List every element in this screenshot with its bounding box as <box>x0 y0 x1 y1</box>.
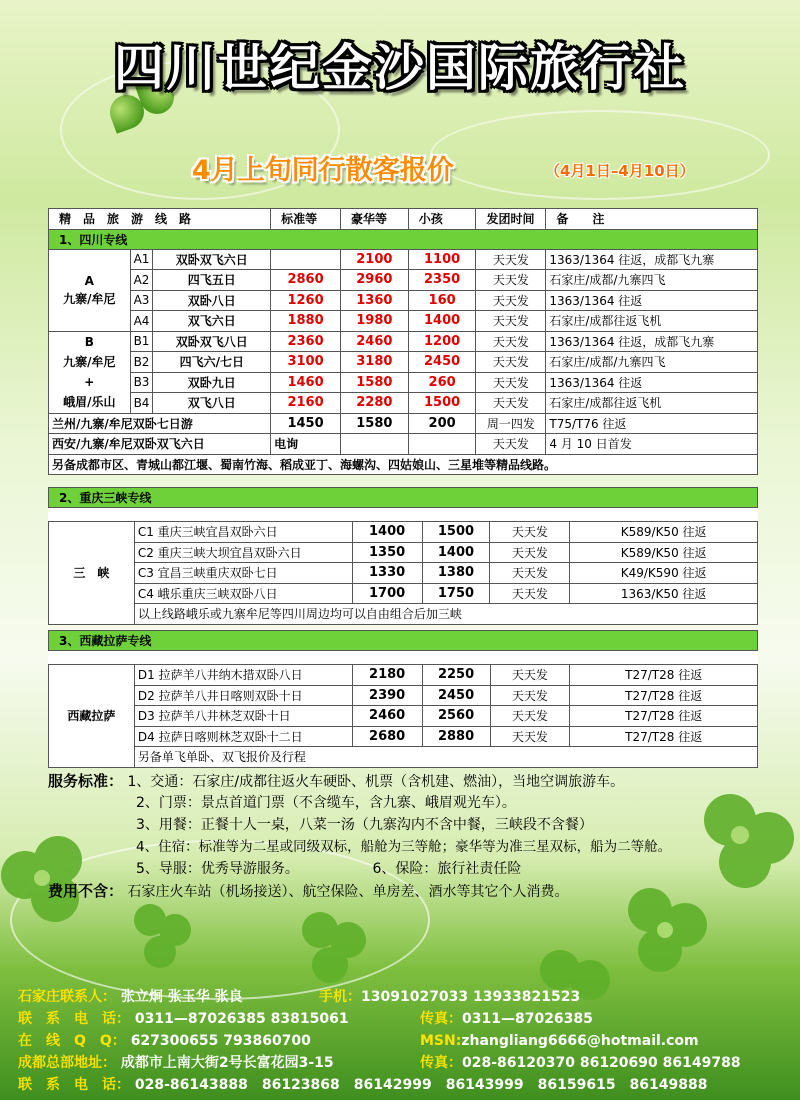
route-name: D4 拉萨日喀则林芝双卧十二日 <box>134 726 352 747</box>
price-standard: 1330 <box>352 563 422 584</box>
route-code: A1 <box>130 249 153 270</box>
price-luxury: 2560 <box>422 706 490 727</box>
contact-row <box>18 1074 793 1096</box>
price-luxury: 1500 <box>422 522 490 543</box>
price-luxury: 2450 <box>422 685 490 706</box>
price-standard: 2360 <box>271 331 341 352</box>
table-row <box>49 372 758 393</box>
remark: K589/K50 往返 <box>570 542 758 563</box>
route-name: 四飞五日 <box>153 270 271 291</box>
service-label: 服务标准： <box>48 772 124 790</box>
remark: 1363/1364 往返，成都飞九寨 <box>546 331 758 352</box>
price-standard: 2860 <box>271 270 341 291</box>
price-child: 1400 <box>408 311 476 332</box>
remark: 石家庄/成都/九寨四飞 <box>546 352 758 373</box>
table-row <box>49 434 758 455</box>
table-row <box>49 726 758 747</box>
tel-number: 028-86143888 86123868 86142999 86143999 86159615 86149888 <box>134 1077 708 1093</box>
table-row <box>49 522 758 543</box>
price-luxury: 3180 <box>340 352 408 373</box>
price-standard: 2180 <box>352 665 422 686</box>
table-row <box>49 270 758 291</box>
price-standard: 2680 <box>352 726 422 747</box>
departure: 天天发 <box>476 372 546 393</box>
price-child: 1200 <box>408 331 476 352</box>
combination-note: 以上线路峨乐或九寨牟尼等四川周边均可以自由组合后加三峡 <box>134 604 757 625</box>
route-name: 双飞六日 <box>153 311 271 332</box>
price-luxury: 2250 <box>422 665 490 686</box>
route-code: A4 <box>130 311 153 332</box>
departure: 天天发 <box>490 706 570 727</box>
table-row <box>49 249 758 270</box>
contact-info <box>18 986 793 1096</box>
msn-label: MSN: <box>420 1033 462 1049</box>
remark: T75/T76 往返 <box>546 413 758 434</box>
contact-row <box>18 1052 793 1074</box>
table-row <box>49 331 758 352</box>
remark: 1363/1364 往返 <box>546 372 758 393</box>
price-luxury: 2960 <box>340 270 408 291</box>
price-standard: 2460 <box>352 706 422 727</box>
route-name: D1 拉萨羊八井纳木措双卧八日 <box>134 665 352 686</box>
contact-label: 石家庄联系人： <box>18 989 116 1005</box>
price-luxury: 2280 <box>340 393 408 414</box>
price-luxury: 1580 <box>340 372 408 393</box>
qq-number: 627300655 793860700 <box>130 1033 311 1049</box>
fax-number: 028-86120370 86120690 86149788 <box>462 1055 741 1071</box>
section-header <box>49 229 758 249</box>
service-item <box>48 858 798 880</box>
route-group-label: 西藏拉萨 <box>49 665 135 768</box>
price-luxury <box>340 434 408 455</box>
route-code: A2 <box>130 270 153 291</box>
price-standard: 3100 <box>271 352 341 373</box>
table-row <box>49 413 758 434</box>
qq-label: 在 线 Q Q： <box>18 1033 126 1049</box>
price-luxury: 1980 <box>340 311 408 332</box>
price-standard: 1400 <box>352 522 422 543</box>
route-name: 双卧九日 <box>153 372 271 393</box>
table-row <box>49 685 758 706</box>
header-standard: 标准等 <box>271 209 341 230</box>
quote-date-range: （4月1日–4月10日） <box>545 162 695 180</box>
departure: 天天发 <box>476 311 546 332</box>
price-child: 1100 <box>408 249 476 270</box>
route-name: C3 宜昌三峡重庆双卧七日 <box>134 563 352 584</box>
price-standard: 1350 <box>352 542 422 563</box>
decor-swirl <box>430 110 770 200</box>
table-row <box>49 311 758 332</box>
price-luxury: 2880 <box>422 726 490 747</box>
table-row <box>49 393 758 414</box>
fax <box>420 1008 593 1030</box>
departure: 天天发 <box>476 290 546 311</box>
departure: 天天发 <box>490 583 570 604</box>
price-standard: 电询 <box>271 434 341 455</box>
remark: T27/T28 往返 <box>570 665 758 686</box>
departure: 天天发 <box>490 726 570 747</box>
contact-names: 张立炯 张玉华 张良 <box>120 989 243 1005</box>
remark: T27/T28 往返 <box>570 685 758 706</box>
route-name: 四飞六/七日 <box>153 352 271 373</box>
departure: 天天发 <box>476 393 546 414</box>
section-title: 3、西藏拉萨专线 <box>49 631 758 651</box>
table-row <box>49 542 758 563</box>
section-header <box>49 631 758 651</box>
header-remarks: 备 注 <box>546 209 758 230</box>
quote-title: 4月上旬同行散客报价 <box>192 155 454 186</box>
remark: 1363/K50 往返 <box>570 583 758 604</box>
departure: 天天发 <box>490 542 570 563</box>
departure: 天天发 <box>476 249 546 270</box>
fax-number: 0311—87026385 <box>462 1011 593 1027</box>
service-transport: 1、交通：石家庄/成都往返火车硬卧、机票（含机建、燃油），当地空调旅游车。 <box>127 774 625 790</box>
tel-label: 联 系 电 话： <box>18 1011 130 1027</box>
service-insurance: 6、保险：旅行社责任险 <box>372 861 522 877</box>
route-name: 双飞八日 <box>153 393 271 414</box>
fax-label: 传真： <box>420 1055 462 1071</box>
tibet-price-table <box>48 630 758 768</box>
remark: 4 月 10 日首发 <box>546 434 758 455</box>
section-spacer <box>49 508 758 522</box>
route-name: C1 重庆三峡宜昌双卧六日 <box>134 522 352 543</box>
route-code: B4 <box>130 393 153 414</box>
price-standard: 1700 <box>352 583 422 604</box>
table-row <box>49 563 758 584</box>
price-luxury: 1360 <box>340 290 408 311</box>
remark: 石家庄/成都/九寨四飞 <box>546 270 758 291</box>
price-luxury: 1380 <box>422 563 490 584</box>
route-name: 西安/九寨/牟尼双卧双飞六日 <box>49 434 271 455</box>
price-child: 2350 <box>408 270 476 291</box>
price-luxury: 1400 <box>422 542 490 563</box>
price-luxury: 1750 <box>422 583 490 604</box>
price-standard: 1450 <box>271 413 341 434</box>
route-name: 双卧双飞八日 <box>153 331 271 352</box>
table-row <box>49 352 758 373</box>
price-standard: 2160 <box>271 393 341 414</box>
chengdu-fax <box>420 1052 741 1074</box>
service-item: 3、用餐：正餐十人一桌，八菜一汤（九寨沟内不含中餐，三峡段不含餐） <box>136 817 593 833</box>
header-route: 精 品 旅 游 线 路 <box>49 209 271 230</box>
section-title: 2、重庆三峡专线 <box>49 488 758 508</box>
route-name: 兰州/九寨/牟尼双卧七日游 <box>49 413 271 434</box>
section-header <box>49 488 758 508</box>
departure: 天天发 <box>490 522 570 543</box>
sichuan-price-table <box>48 208 758 475</box>
price-child: 1500 <box>408 393 476 414</box>
departure: 天天发 <box>490 563 570 584</box>
mobile-number: 13091027033 13933821523 <box>361 989 581 1005</box>
price-standard: 1460 <box>271 372 341 393</box>
route-name: D3 拉萨羊八井林芝双卧十日 <box>134 706 352 727</box>
contact-row <box>18 986 793 1008</box>
price-child: 260 <box>408 372 476 393</box>
price-child: 160 <box>408 290 476 311</box>
price-luxury: 1580 <box>340 413 408 434</box>
page-title: 四川世纪金沙国际旅行社 <box>114 39 686 97</box>
route-code: B1 <box>130 331 153 352</box>
table-row <box>49 665 758 686</box>
table-row <box>49 583 758 604</box>
remark: 1363/1364 往返 <box>546 290 758 311</box>
remark: K589/K50 往返 <box>570 522 758 543</box>
header-departure: 发团时间 <box>476 209 546 230</box>
price-standard: 1260 <box>271 290 341 311</box>
header-child: 小孩 <box>408 209 476 230</box>
departure: 天天发 <box>490 685 570 706</box>
table-row <box>49 706 758 727</box>
route-code: A3 <box>130 290 153 311</box>
table-row <box>49 290 758 311</box>
header-luxury: 豪华等 <box>340 209 408 230</box>
price-child: 2450 <box>408 352 476 373</box>
remark: 石家庄/成都往返飞机 <box>546 311 758 332</box>
extra-routes-note: 另备成都市区、青城山都江堰、蜀南竹海、稻成亚丁、海螺沟、四姑娘山、三星堆等精品线路。 <box>49 454 758 475</box>
service-item: 4、住宿：标准等为二星或同级双标，船舱为三等舱；豪华等为准三星双标，船为二等舱。 <box>136 839 672 855</box>
departure: 天天发 <box>476 352 546 373</box>
mobile <box>319 986 580 1008</box>
route-group-label: B 九寨/牟尼 + 峨眉/乐山 <box>49 331 131 413</box>
tibet-extra-note: 另备单飞单卧、双飞报价及行程 <box>134 747 757 768</box>
service-item <box>48 770 798 792</box>
route-name: C2 重庆三峡大坝宜昌双卧六日 <box>134 542 352 563</box>
exclusions-label: 费用不含： <box>48 882 124 900</box>
table-row <box>49 747 758 768</box>
departure: 周一四发 <box>476 413 546 434</box>
table-header <box>49 209 758 230</box>
service-guide: 5、导服：优秀导游服务。 <box>136 861 299 877</box>
route-group-label: 三 峡 <box>49 522 135 625</box>
contact-row <box>18 1008 793 1030</box>
address-label: 成都总部地址： <box>18 1055 116 1071</box>
tel-number: 0311—87026385 83815061 <box>134 1011 349 1027</box>
departure: 天天发 <box>476 434 546 455</box>
table-row <box>49 454 758 475</box>
remark: K49/K590 往返 <box>570 563 758 584</box>
route-code: B2 <box>130 352 153 373</box>
contact-row <box>18 1030 793 1052</box>
price-luxury: 2100 <box>340 249 408 270</box>
departure: 天天发 <box>476 331 546 352</box>
price-standard: 2390 <box>352 685 422 706</box>
section-spacer <box>49 651 758 665</box>
remark: T27/T28 往返 <box>570 706 758 727</box>
route-name: 双卧八日 <box>153 290 271 311</box>
exclusions <box>48 880 798 902</box>
service-standards <box>48 770 798 902</box>
table-row <box>49 604 758 625</box>
tel-label: 联 系 电 话： <box>18 1077 130 1093</box>
departure: 天天发 <box>476 270 546 291</box>
route-name: 双卧双飞六日 <box>153 249 271 270</box>
route-name: C4 峨乐重庆三峡双卧八日 <box>134 583 352 604</box>
departure: 天天发 <box>490 665 570 686</box>
price-child <box>408 434 476 455</box>
remark: T27/T28 往返 <box>570 726 758 747</box>
remark: 石家庄/成都往返飞机 <box>546 393 758 414</box>
msn-address: zhangliang6666@hotmail.com <box>461 1033 699 1049</box>
msn <box>420 1030 699 1052</box>
price-standard: 1880 <box>271 311 341 332</box>
chongqing-price-table <box>48 487 758 625</box>
price-standard <box>271 249 341 270</box>
route-code: B3 <box>130 372 153 393</box>
mobile-label: 手机： <box>319 989 361 1005</box>
section-title: 1、四川专线 <box>49 229 758 249</box>
fax-label: 传真： <box>420 1011 462 1027</box>
route-group-label: A 九寨/牟尼 <box>49 249 131 331</box>
route-name: D2 拉萨羊八井日喀则双卧十日 <box>134 685 352 706</box>
remark: 1363/1364 往返，成都飞九寨 <box>546 249 758 270</box>
service-item: 2、门票：景点首道门票（不含缆车，含九寨、峨眉观光车）。 <box>136 795 516 811</box>
address: 成都市上南大街2号长富花园3-15 <box>120 1055 334 1071</box>
price-child: 200 <box>408 413 476 434</box>
exclusions-text: 石家庄火车站（机场接送）、航空保险、单房差、酒水等其它个人消费。 <box>127 884 569 900</box>
price-luxury: 2460 <box>340 331 408 352</box>
